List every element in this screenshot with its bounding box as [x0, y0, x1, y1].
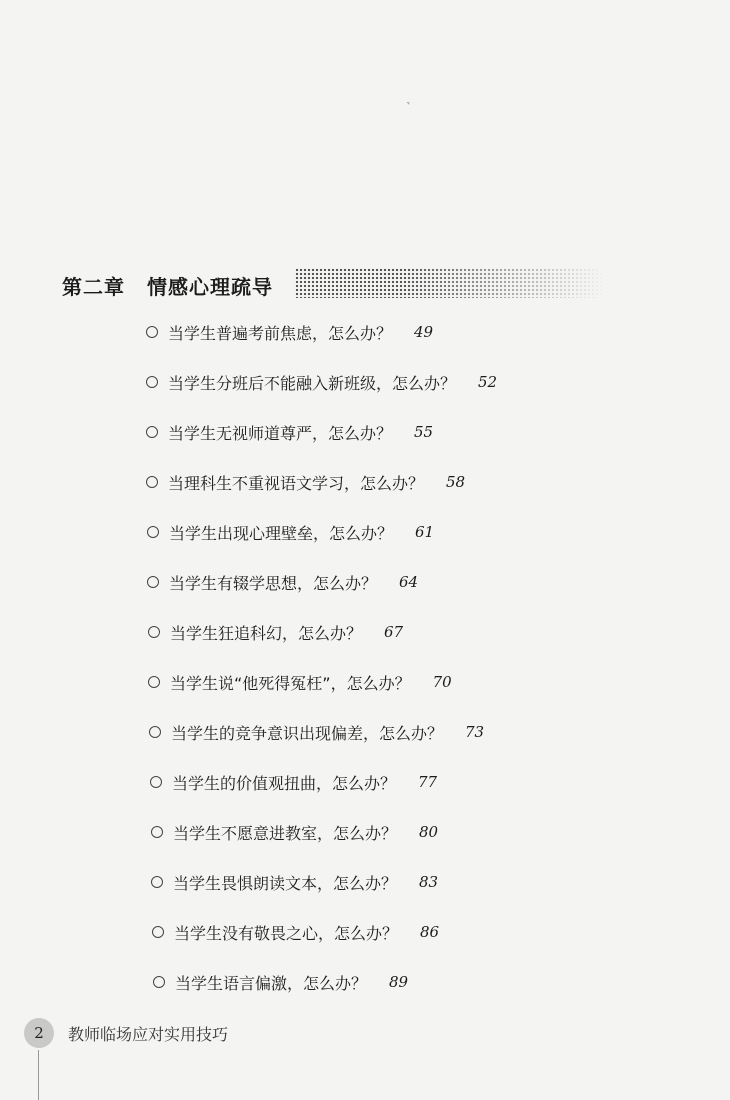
toc-entry-text: 当学生分班后不能融入新班级，怎么办？: [168, 373, 457, 393]
circle-bullet-icon: [152, 926, 164, 938]
toc-entry[interactable]: [147, 519, 434, 545]
page-number-badge: 2: [24, 1018, 54, 1048]
page-footer: [24, 1018, 228, 1048]
circle-bullet-icon: [146, 326, 158, 338]
toc-entry[interactable]: [147, 569, 418, 595]
toc-entry[interactable]: [151, 869, 438, 895]
toc-entry-text: 当学生的竞争意识出现偏差，怎么办？: [171, 723, 444, 743]
circle-bullet-icon: [146, 426, 158, 438]
circle-bullet-icon: [153, 976, 165, 988]
toc-entry-page: 58: [446, 473, 466, 491]
toc-entry-text: 当学生狂追科幻，怎么办？: [170, 623, 363, 643]
toc-entry-text: 当学生不愿意进教室，怎么办？: [173, 823, 398, 843]
toc-entry-text: 当学生普遍考前焦虑，怎么办？: [168, 323, 393, 343]
toc-entry-page: 70: [432, 673, 452, 691]
toc-entry-page: 77: [418, 773, 438, 791]
toc-entry-text: 当学生语言偏激，怎么办？: [175, 973, 368, 993]
toc-entry-text: 当学生没有敬畏之心，怎么办？: [174, 923, 399, 943]
circle-bullet-icon: [147, 526, 159, 538]
toc-entry-page: 89: [389, 973, 409, 991]
toc-entry-page: 86: [420, 923, 440, 941]
toc-entry-text: 当学生畏惧朗读文本，怎么办？: [173, 873, 398, 893]
toc-entry-page: 83: [419, 873, 439, 891]
toc-entry-text: 当学生出现心理壁垒，怎么办？: [169, 523, 394, 543]
circle-bullet-icon: [150, 776, 162, 788]
toc-entry[interactable]: [150, 769, 437, 795]
toc-entry[interactable]: [151, 819, 438, 845]
circle-bullet-icon: [146, 376, 158, 388]
toc-entry-page: 67: [384, 623, 404, 641]
toc-entry-page: 64: [399, 573, 419, 591]
toc-entry-page: 55: [414, 423, 434, 441]
toc-entry[interactable]: [146, 469, 465, 495]
toc-entry-text: 当学生有辍学思想，怎么办？: [169, 573, 378, 593]
running-book-title: 教师临场应对实用技巧: [68, 1024, 229, 1044]
spine-edge-line: [38, 1050, 39, 1100]
toc-entry[interactable]: [153, 969, 408, 995]
circle-bullet-icon: [146, 476, 158, 488]
scan-speck: ˺: [406, 100, 410, 114]
circle-bullet-icon: [148, 676, 160, 688]
circle-bullet-icon: [151, 876, 163, 888]
toc-entry-text: 当理科生不重视语文学习，怎么办？: [168, 473, 425, 493]
chapter-title: 情感心理疏导: [147, 274, 273, 299]
circle-bullet-icon: [149, 726, 161, 738]
toc-entry-page: 80: [419, 823, 439, 841]
toc-entry[interactable]: [146, 419, 433, 445]
toc-entry[interactable]: [148, 619, 403, 645]
toc-entry[interactable]: [146, 369, 497, 395]
toc-entry[interactable]: [146, 319, 433, 345]
toc-entry[interactable]: [152, 919, 439, 945]
toc-entry[interactable]: [148, 669, 452, 695]
toc-entry-text: 当学生说“他死得冤枉”，怎么办？: [170, 673, 411, 693]
toc-entry-text: 当学生的价值观扭曲，怎么办？: [172, 773, 397, 793]
chapter-number: 第二章: [62, 274, 125, 299]
circle-bullet-icon: [151, 826, 163, 838]
toc-entry-page: 49: [414, 323, 434, 341]
toc-entry-page: 61: [415, 523, 435, 541]
toc-entry-text: 当学生无视师道尊严，怎么办？: [168, 423, 393, 443]
toc-entry[interactable]: [149, 719, 484, 745]
toc-entry-page: 73: [465, 723, 485, 741]
toc-entry-page: 52: [478, 373, 498, 391]
circle-bullet-icon: [147, 576, 159, 588]
circle-bullet-icon: [148, 626, 160, 638]
